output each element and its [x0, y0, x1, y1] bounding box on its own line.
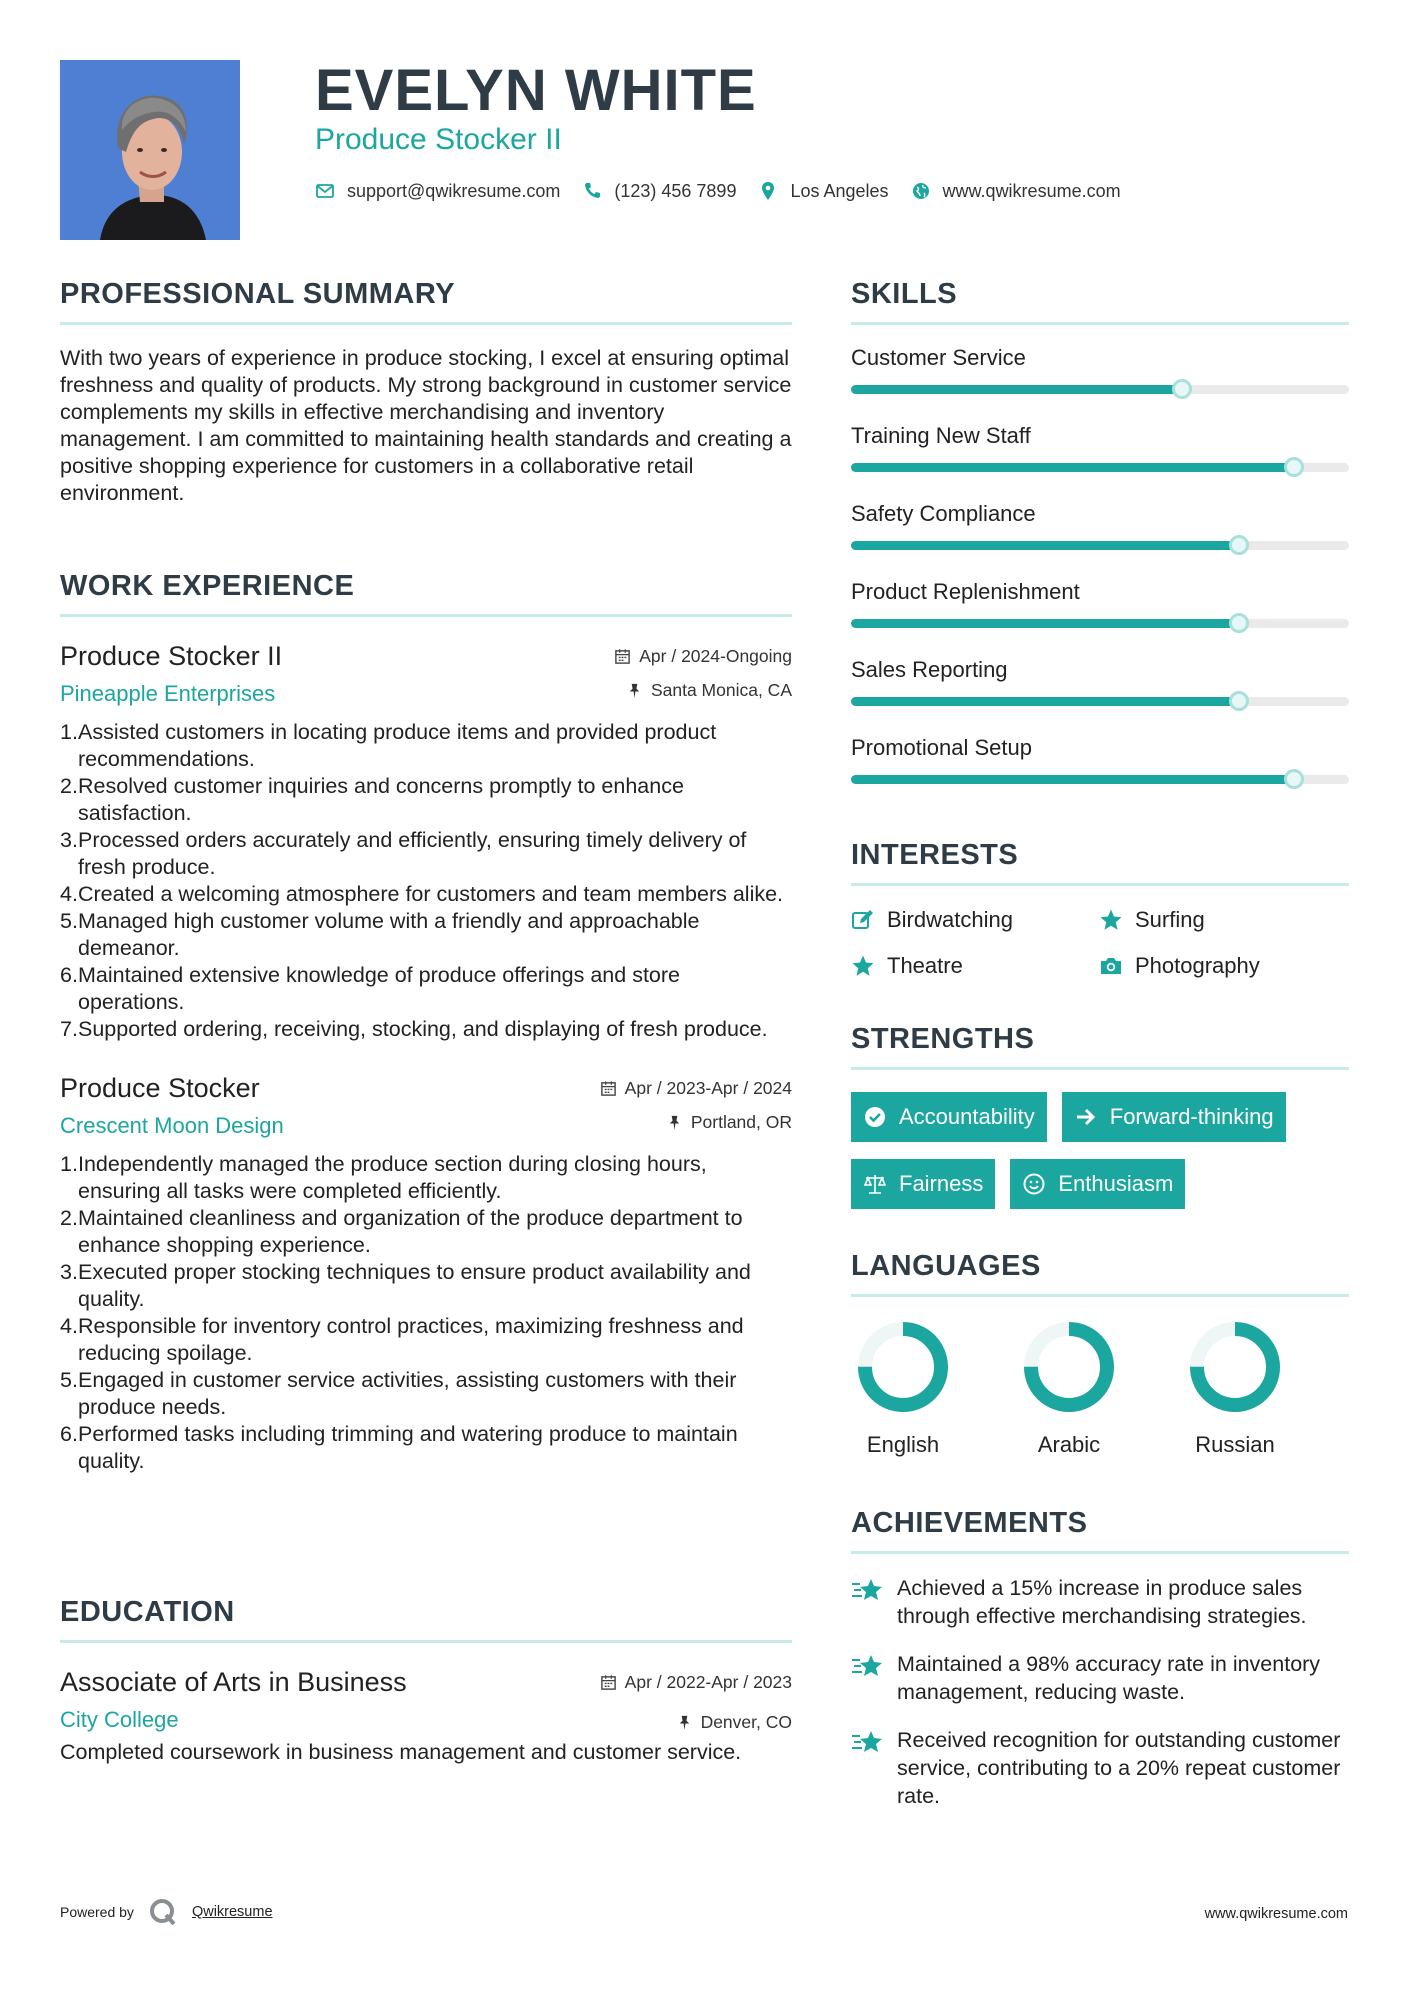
school-name: City College: [60, 1707, 179, 1732]
skill-label: Sales Reporting: [851, 657, 1008, 682]
footer-website[interactable]: www.qwikresume.com: [1204, 1906, 1348, 1922]
education-entry: [60, 1665, 792, 1766]
skill-label: Safety Compliance: [851, 501, 1036, 526]
calendar-icon: [600, 1674, 617, 1691]
star-icon: [1099, 908, 1123, 932]
job-location: [666, 1111, 792, 1133]
job-duties: [60, 719, 792, 1043]
list-item: 3. Executed proper stocking techniques to ensure product availability and quality.: [60, 1260, 751, 1311]
interest-item: Theatre: [851, 952, 1099, 980]
skill-knob: [1229, 691, 1249, 711]
skill-fill: [851, 619, 1239, 628]
powered-by-label: Powered by: [60, 1904, 134, 1920]
skill-knob: [1284, 457, 1304, 477]
job-dates-text: Apr / 2023-Apr / 2024: [624, 1078, 792, 1098]
shooting-star-icon: [851, 1652, 885, 1682]
list-item: 1. Independently managed the produce section during closing hours, ensuring all tasks were completed efficiently.: [60, 1152, 707, 1203]
interest-item: Birdwatching: [851, 906, 1099, 934]
skill-label: Training New Staff: [851, 423, 1031, 448]
skill-item: [851, 655, 1349, 733]
skills-list: [851, 343, 1349, 811]
smile-icon: [1022, 1172, 1046, 1196]
education-location-text: Denver, CO: [700, 1712, 792, 1732]
shooting-star-icon: [851, 1576, 885, 1606]
job-entry: [60, 1071, 792, 1475]
skill-item: [851, 577, 1349, 655]
pushpin-icon: [626, 682, 643, 699]
shooting-star-icon: [851, 1728, 885, 1758]
strength-badge: Accountability: [851, 1092, 1047, 1142]
skill-item: [851, 421, 1349, 499]
contact-phone-text: (123) 456 7899: [614, 181, 737, 201]
achievement-item: Received recognition for outstanding customer service, contributing to a 20% repeat customer rate.: [851, 1726, 1349, 1810]
skill-fill: [851, 463, 1294, 472]
job-duties: [60, 1151, 792, 1475]
footer-powered-by: [60, 1897, 273, 1927]
skill-fill: [851, 697, 1239, 706]
candidate-title: Produce Stocker II: [315, 123, 562, 156]
education-dates-text: Apr / 2022-Apr / 2023: [624, 1672, 792, 1692]
language-label: English: [866, 1432, 940, 1457]
skill-label: Customer Service: [851, 345, 1026, 370]
contact-location-text: Los Angeles: [790, 181, 889, 201]
experience-heading: WORK EXPERIENCE: [60, 568, 792, 617]
phone-icon: [582, 181, 602, 201]
skill-bar: [851, 619, 1349, 628]
interests-heading: INTERESTS: [851, 837, 1349, 886]
calendar-icon: [600, 1080, 617, 1097]
language-label: Arabic: [1037, 1432, 1101, 1457]
list-item: 5. Engaged in customer service activities, assisting customers with their produce needs.: [60, 1368, 737, 1419]
pushpin-icon: [676, 1714, 693, 1731]
list-item: 4. Responsible for inventory control practices, maximizing freshness and reducing spoilage.: [60, 1314, 744, 1365]
list-item: 5. Managed high customer volume with a friendly and approachable demeanor.: [60, 909, 700, 960]
achievement-item: Achieved a 15% increase in produce sales through effective merchandising strategies.: [851, 1574, 1349, 1630]
language-label: Russian: [1195, 1432, 1275, 1457]
list-item: 4. Created a welcoming atmosphere for customers and team members alike.: [60, 882, 784, 906]
strength-badge: Forward-thinking: [1062, 1092, 1286, 1142]
list-item: 2. Resolved customer inquiries and concerns promptly to enhance satisfaction.: [60, 774, 684, 825]
calendar-icon: [614, 648, 631, 665]
contact-phone[interactable]: [582, 178, 736, 204]
education-description: Completed coursework in business management and customer service.: [60, 1740, 742, 1764]
job-entry: [60, 639, 792, 1043]
skill-knob: [1172, 379, 1192, 399]
camera-icon: [1099, 954, 1123, 978]
interest-item: Photography: [1099, 952, 1349, 980]
envelope-icon: [315, 181, 335, 201]
job-dates: [614, 645, 792, 667]
strength-badge: Enthusiasm: [1010, 1159, 1185, 1209]
skill-knob: [1229, 613, 1249, 633]
skills-section: [851, 276, 1349, 811]
brand-link[interactable]: Qwikresume: [191, 1904, 273, 1920]
pushpin-icon: [666, 1114, 683, 1131]
arrow-right-icon: [1074, 1105, 1098, 1129]
interest-item: Surfing: [1099, 906, 1349, 934]
job-location-text: Santa Monica, CA: [650, 680, 792, 700]
interests-section: [851, 837, 1349, 980]
job-location-text: Portland, OR: [690, 1112, 792, 1132]
skill-item: [851, 343, 1349, 421]
balance-scale-icon: [863, 1172, 887, 1196]
skill-bar: [851, 463, 1349, 472]
contact-location: [758, 178, 888, 204]
contact-website[interactable]: [911, 178, 1121, 204]
contact-email[interactable]: [315, 178, 560, 204]
profile-photo: [60, 60, 240, 240]
skill-fill: [851, 541, 1239, 550]
achievement-item: Maintained a 98% accuracy rate in inventory management, reducing waste.: [851, 1650, 1349, 1706]
contact-bar: [315, 178, 1143, 204]
list-item: 7. Supported ordering, receiving, stocking, and displaying of fresh produce.: [60, 1017, 768, 1041]
job-title: Produce Stocker: [60, 1073, 260, 1103]
language-ring: [1189, 1321, 1281, 1413]
languages-list: [851, 1321, 1349, 1459]
skill-item: [851, 499, 1349, 577]
portrait-image: [60, 60, 240, 240]
job-dates-text: Apr / 2024-Ongoing: [639, 646, 792, 666]
achievements-section: [851, 1505, 1349, 1810]
map-marker-icon: [758, 181, 778, 201]
job-company: Pineapple Enterprises: [60, 681, 276, 706]
skills-heading: SKILLS: [851, 276, 1349, 325]
check-circle-icon: [863, 1105, 887, 1129]
job-location: [626, 679, 792, 701]
skill-item: [851, 733, 1349, 811]
language-ring: [1023, 1321, 1115, 1413]
education-location: [676, 1711, 792, 1733]
interests-list: [851, 906, 1349, 980]
contact-email-text: support@qwikresume.com: [347, 181, 561, 201]
contact-website-text: www.qwikresume.com: [942, 181, 1121, 201]
summary-heading: PROFESSIONAL SUMMARY: [60, 276, 792, 325]
language-ring: [857, 1321, 949, 1413]
degree-title: Associate of Arts in Business: [60, 1667, 407, 1697]
candidate-name: EVELYN WHITE: [315, 58, 757, 123]
list-item: 6. Maintained extensive knowledge of produce offerings and store operations.: [60, 963, 680, 1014]
education-section: [60, 1594, 792, 1766]
list-item: 1. Assisted customers in locating produce items and provided product recommendations.: [60, 720, 717, 771]
strengths-heading: STRENGTHS: [851, 1021, 1349, 1070]
achievements-list: [851, 1574, 1349, 1810]
strengths-section: [851, 1021, 1349, 1226]
achievements-heading: ACHIEVEMENTS: [851, 1505, 1349, 1554]
list-item: 6. Performed tasks including trimming and watering produce to maintain quality.: [60, 1422, 738, 1473]
edit-icon: [851, 908, 875, 932]
star-icon: [851, 954, 875, 978]
language-item: [851, 1321, 1017, 1459]
languages-heading: LANGUAGES: [851, 1248, 1349, 1297]
skill-label: Product Replenishment: [851, 579, 1080, 604]
education-heading: EDUCATION: [60, 1594, 792, 1643]
skill-bar: [851, 541, 1349, 550]
summary-section: [60, 276, 792, 507]
language-item: [1183, 1321, 1349, 1459]
skill-fill: [851, 775, 1294, 784]
job-title: Produce Stocker II: [60, 641, 283, 671]
summary-text: With two years of experience in produce stocking, I excel at ensuring optimal freshness and quality of products. My strong background in customer service complements my skills in effective merchandising and inventory management. I am committed to maintaining health standards and creating a positive shopping experience for customers in a collaborative retail environment.: [60, 346, 792, 505]
strength-badge: Fairness: [851, 1159, 995, 1209]
skill-bar: [851, 775, 1349, 784]
skill-bar: [851, 385, 1349, 394]
strengths-list: [851, 1092, 1349, 1226]
job-dates: [600, 1077, 792, 1099]
skill-knob: [1229, 535, 1249, 555]
education-dates: [600, 1671, 792, 1693]
globe-icon: [911, 181, 931, 201]
skill-knob: [1284, 769, 1304, 789]
languages-section: [851, 1248, 1349, 1459]
list-item: 2. Maintained cleanliness and organization of the produce department to enhance shopping experience.: [60, 1206, 743, 1257]
skill-fill: [851, 385, 1182, 394]
skill-bar: [851, 697, 1349, 706]
skill-label: Promotional Setup: [851, 735, 1032, 760]
job-company: Crescent Moon Design: [60, 1113, 284, 1138]
list-item: 3. Processed orders accurately and efficiently, ensuring timely delivery of fresh produce.: [60, 828, 747, 879]
language-item: [1017, 1321, 1183, 1459]
qwikresume-logo-icon: [148, 1897, 178, 1927]
experience-section: [60, 568, 792, 1475]
